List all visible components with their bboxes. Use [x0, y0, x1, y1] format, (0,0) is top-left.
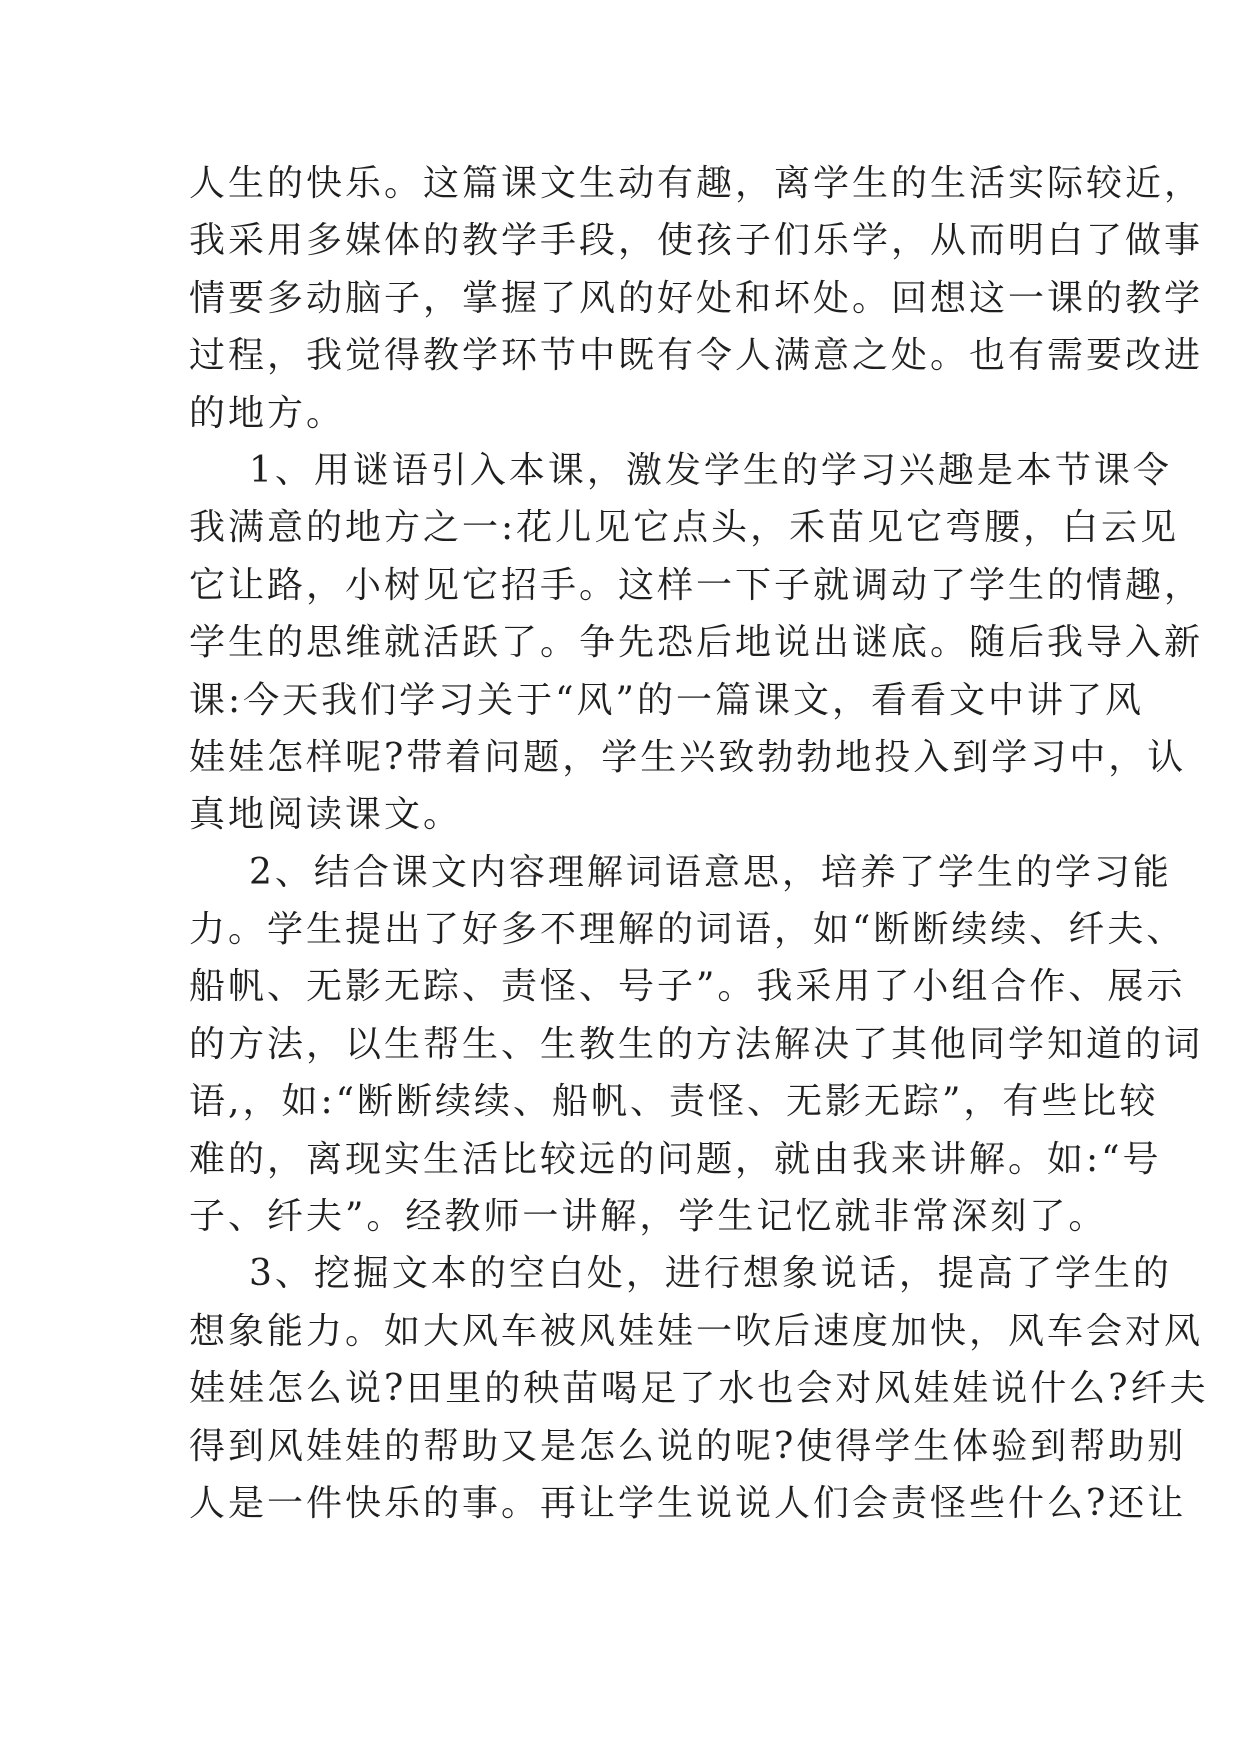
text-line: 人是一件快乐的事。再让学生说说人们会责怪些什么?还让 [189, 1482, 1187, 1524]
text-line: 我满意的地方之一:花儿见它点头，禾苗见它弯腰，白云见 [189, 507, 1180, 549]
text-line: 语,，如:“断断续续、船帆、责怪、无影无踪”，有些比较 [189, 1081, 1159, 1123]
text-line: 的方法，以生帮生、生教生的方法解决了其他同学知道的词 [189, 1023, 1204, 1065]
text-line: 娃娃怎么说?田里的秧苗喝足了水也会对风娃娃说什么?纤夫 [189, 1368, 1209, 1410]
text-line: 我采用多媒体的教学手段，使孩子们乐学，从而明白了做事 [189, 220, 1204, 262]
text-line: 娃娃怎样呢?带着问题，学生兴致勃勃地投入到学习中，认 [189, 736, 1187, 778]
text-line: 课:今天我们学习关于“风”的一篇课文，看看文中讲了风 [189, 679, 1144, 721]
text-line: 过程，我觉得教学环节中既有令人满意之处。也有需要改进 [189, 335, 1204, 377]
text-line: 力。学生提出了好多不理解的词语，如“断断续续、纤夫、 [189, 909, 1186, 951]
paragraph-start-line: 3、挖掘文本的空白处，进行想象说话，提高了学生的 [249, 1253, 1172, 1295]
text-line: 想象能力。如大风车被风娃娃一吹后速度加快，风车会对风 [189, 1310, 1204, 1352]
text-line: 的地方。 [189, 392, 346, 434]
text-line: 子、纤夫”。经教师一讲解，学生记忆就非常深刻了。 [189, 1196, 1108, 1238]
text-line: 得到风娃娃的帮助又是怎么说的呢?使得学生体验到帮助别 [189, 1425, 1187, 1467]
text-line: 情要多动脑子，掌握了风的好处和坏处。回想这一课的教学 [189, 277, 1204, 319]
text-line: 真地阅读课文。 [189, 794, 463, 836]
text-line: 船帆、无影无踪、责怪、号子”。我采用了小组合作、展示 [189, 966, 1186, 1008]
paragraph-start-line: 1、用谜语引入本课，激发学生的学习兴趣是本节课令 [249, 449, 1172, 491]
paragraph-start-line: 2、结合课文内容理解词语意思，培养了学生的学习能 [249, 851, 1172, 893]
text-line: 它让路，小树见它招手。这样一下子就调动了学生的情趣， [189, 564, 1204, 606]
text-line: 难的，离现实生活比较远的问题，就由我来讲解。如:“号 [189, 1138, 1162, 1180]
text-line: 人生的快乐。这篇课文生动有趣，离学生的生活实际较近， [189, 163, 1204, 204]
body-text [189, 155, 1209, 1532]
text-line: 学生的思维就活跃了。争先恐后地说出谜底。随后我导入新 [189, 622, 1204, 664]
